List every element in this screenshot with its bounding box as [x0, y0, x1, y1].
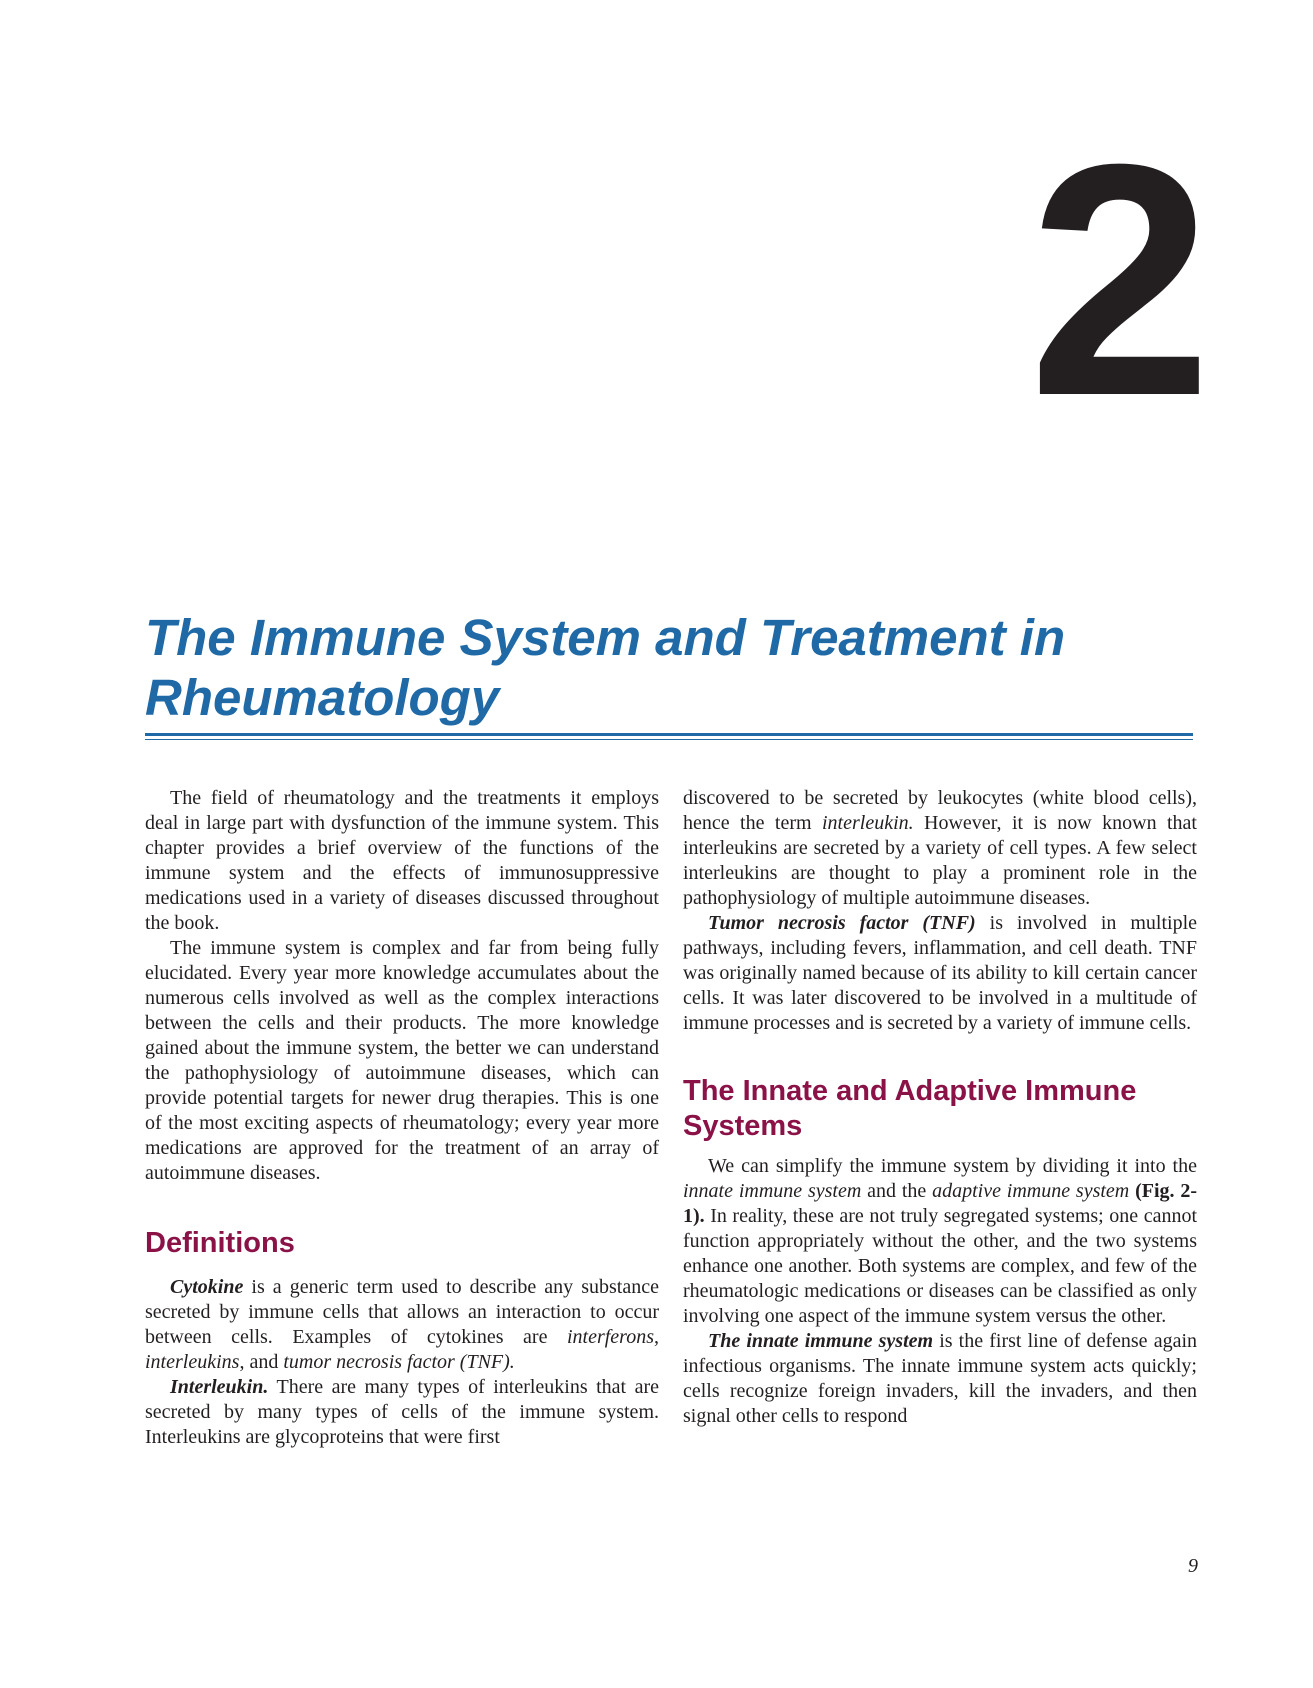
title-rule-thin — [145, 739, 1193, 740]
interleukin-text: There are many types of interleukins that are secreted by many types of cells of the immune system. Interleukins are glycoproteins that were first — [145, 1376, 659, 1448]
innate-text: is the first line of defense again infectious organisms. The innate immune system acts quickly; cells recognize foreign invaders, kill the invaders, and then signal other cells to respond — [683, 1330, 1198, 1427]
simplify-text-4: In reality, these are not truly segregated systems; one cannot function appropriately without the other, and the two systems enhance one another. Both systems are complex, and few of the rheumatologic medications or diseases can be classified as only involving one aspect of the immune system versus the other. — [683, 1205, 1197, 1327]
definitions-heading: Definitions — [145, 1227, 295, 1259]
interleukin-continued — [683, 786, 1197, 911]
interferons-term: interferons — [566, 1326, 654, 1348]
tnf-definition — [683, 911, 1197, 1036]
right-column — [683, 786, 1197, 1429]
cytokine-text: is a generic term used to describe any substance secreted by immune cells that allows an interaction to occur between cells. Examples of cytokines are — [145, 1276, 659, 1348]
interleukin-definition — [145, 1375, 659, 1450]
tnf-text: is involved in multiple pathways, including fevers, inflammation, and cell death. TNF was originally named because of its ability to kill certain cancer cells. It was later discovered to be involved in a multitude of immune processes and is secreted by a variety of immune cells. — [683, 912, 1197, 1034]
figure-reference: (Fig. 2-1). — [683, 1180, 1198, 1227]
interleukin-cont-text-1: discovered to be secreted by leukocytes (white blood cells), hence the term — [683, 787, 1197, 834]
intro-paragraph-2: The immune system is complex and far from being fully elucidated. Every year more knowledge accumulates about the numerous cells involved as well as the complex interactions between the cells and their products. The more knowledge gained about the immune system, the better we can understand the pathophysiology of autoimmune diseases, which can provide potential targets for newer drug therapies. This is one of the most exciting aspects of rheumatology; every year more medications are approved for the treatment of an array of autoimmune diseases. — [145, 937, 659, 1184]
cytokine-definition — [145, 1275, 659, 1375]
interleukins-term: interleukins — [145, 1351, 240, 1373]
intro-paragraph-1: The field of rheumatology and the treatments it employs deal in large part with dysfunction of the immune system. This chapter provides a brief overview of the functions of the immune system and the effects of immunosuppressive medications used in a variety of diseases discussed throughout the book. — [145, 787, 659, 934]
tnf-term: Tumor necrosis factor (TNF) — [708, 912, 976, 934]
innate-immune-term: innate immune system — [683, 1180, 862, 1202]
cytokine-term: Cytokine — [170, 1276, 244, 1298]
left-column — [145, 786, 659, 1450]
title-rule-thick — [145, 733, 1193, 736]
interleukin-word: interleukin. — [821, 812, 914, 834]
chapter-number: 2 — [1028, 95, 1206, 464]
innate-adaptive-heading: The Innate and Adaptive Immune Systems — [683, 1075, 1137, 1142]
page-number: 9 — [1188, 1555, 1198, 1577]
innate-paragraph — [683, 1329, 1197, 1429]
simplify-text-1: We can simplify the immune system by dividing it into the — [708, 1155, 1197, 1177]
tnf-term-italic: tumor necrosis factor (TNF). — [283, 1351, 515, 1373]
simplify-text-2: and the — [861, 1180, 933, 1202]
chapter-title: The Immune System and Treatment in Rheumatology — [145, 609, 1066, 726]
cytokine-sep-1: , — [654, 1326, 659, 1348]
interleukin-cont-text-2: However, it is now known that interleukins are secreted by a variety of cell types. A few select interleukins are thought to play a prominent role in the pathophysiology of multiple autoimmune diseases. — [683, 812, 1197, 909]
interleukin-term: Interleukin. — [170, 1376, 269, 1398]
cytokine-sep-2: , and — [239, 1351, 284, 1373]
simplify-paragraph — [683, 1154, 1197, 1329]
adaptive-immune-term: adaptive immune system — [932, 1180, 1130, 1202]
innate-system-term: The innate immune system — [708, 1330, 934, 1352]
